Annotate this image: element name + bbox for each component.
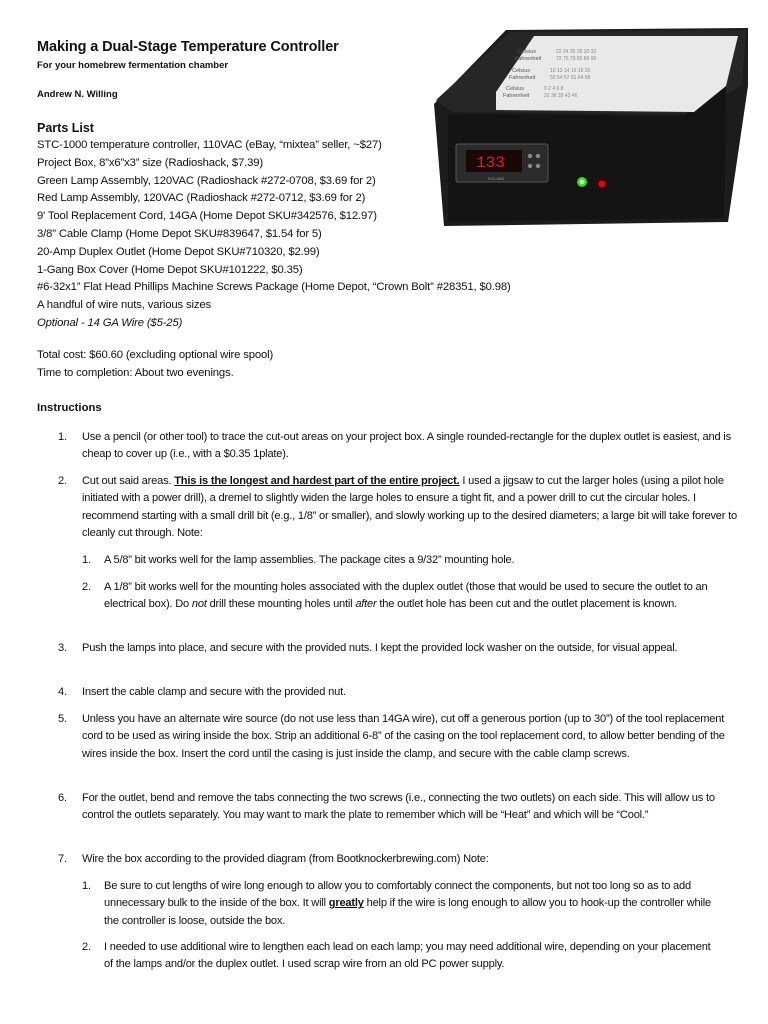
svg-text:72 75 79 82 86 90: 72 75 79 82 86 90 xyxy=(556,56,597,62)
list-item: 3/8” Cable Clamp (Home Depot SKU#839647, $1.54 for 5) xyxy=(37,227,322,240)
step-text-part: the outlet hole has been cut and the outlet placement is known. xyxy=(376,598,678,611)
list-item: A handful of wire nuts, various sizes xyxy=(37,299,212,312)
step-emphasis: not xyxy=(191,598,207,611)
controller-model-label: STC-1000 xyxy=(488,177,504,181)
step-number: 6. xyxy=(58,792,67,804)
step-number: 1. xyxy=(58,431,67,443)
document-subtitle: For your homebrew fermentation chamber xyxy=(37,60,229,71)
step-emphasis: This is the longest and hardest part of the entire project. xyxy=(174,475,460,487)
time-to-completion: Time to completion: About two evenings. xyxy=(37,366,234,379)
step-text-part: Cut out said areas. xyxy=(82,475,175,487)
step-text xyxy=(104,878,721,930)
list-item: Red Lamp Assembly, 120VAC (Radioshack #272-0712, $3.69 for 2) xyxy=(37,192,366,205)
svg-text:22 24 26 28 30 32: 22 24 26 28 30 32 xyxy=(556,49,597,55)
svg-text:50 54 57 61 64 68: 50 54 57 61 64 68 xyxy=(550,75,591,81)
list-item: 20-Amp Duplex Outlet (Home Depot SKU#710320, $2.99) xyxy=(37,245,320,258)
list-item: Project Box, 8”x6”x3” size (Radioshack, $7.39) xyxy=(37,156,264,169)
step-text: Push the lamps into place, and secure with the provided nuts. I kept the provided lock washer on the outside, for visual appeal. xyxy=(82,642,678,654)
list-item: 9' Tool Replacement Cord, 14GA (Home Depot SKU#342576, $12.97) xyxy=(37,210,377,223)
step-text-part: A 1/8” bit works well for the mounting holes associated with the duplex outlet (those that would be used to secure the outlet to an electrical box). Do xyxy=(104,581,708,611)
list-item: 1-Gang Box Cover (Home Depot SKU#101222, $0.35) xyxy=(37,263,303,276)
step-text: Unless you have an alternate wire source (do not use less than 14GA wire), cut off a generous portion (up to 30”) of the tool replacement cord to be used as wiring inside the box. Strip an additional 6-8” of the casing on the tool replacement cord, to allow better bending of the wires inside the box. Insert the cord until the casing is just inside the clamp, and secure with the cable clamp screws. xyxy=(82,713,725,760)
step-text-part: I used a jigsaw to cut the larger holes (using a pilot hole initiated with a power drill), a dremel to slightly widen the large holes to ensure a tight fit, and a power drill to cut the circular holes. I recommend starting with a small drill bit (e.g., 1/8” or smaller), and slowly working up to the desired diameters; a large bit will take forever to cleanly cut through. Note: xyxy=(82,475,737,540)
svg-text:10 12 14 16 18 20: 10 12 14 16 18 20 xyxy=(550,68,591,74)
temperature-chart-label xyxy=(496,36,738,112)
step-number: 1. xyxy=(82,554,91,566)
total-cost: Total cost: $60.60 (excluding optional wire spool) xyxy=(37,349,274,361)
step-text: For the outlet, bend and remove the tabs connecting the two screws (i.e., connecting the two outlets) on each side. This will allow us to control the outlets separately. You may want to mark the plate to remember which will be “Heat” and which will be “Cool.” xyxy=(82,792,715,822)
step-text: Wire the box according to the provided diagram (from Bootknockerbrewing.com) Note: xyxy=(82,853,489,865)
chart-label-fahrenheit-3: Fahrenheit xyxy=(503,93,530,99)
chart-label-celsius-3: Celsius xyxy=(506,86,525,92)
chart-label-celsius-2: Celsius xyxy=(512,68,531,74)
parts-list-heading: Parts List xyxy=(37,121,94,135)
step-text-part: help if the wire is long enough to allow you to hook-up the controller while the controller is loose, outside the box. xyxy=(104,897,711,927)
svg-text:32 36 39 43 46: 32 36 39 43 46 xyxy=(544,93,578,99)
step-emphasis: after xyxy=(355,598,377,611)
svg-text:0 2 4 6 8: 0 2 4 6 8 xyxy=(544,86,564,92)
step-number: 3. xyxy=(58,642,67,654)
document-title: Making a Dual-Stage Temperature Controller xyxy=(37,39,339,55)
list-item: #6-32x1” Flat Head Phillips Machine Screws Package (Home Depot, “Crown Bolt” #28351, $0.98) xyxy=(37,281,511,294)
list-item: STC-1000 temperature controller, 110VAC (eBay, “mixtea” seller, ~$27) xyxy=(37,139,382,151)
step-number: 7. xyxy=(58,853,67,865)
chart-label-fahrenheit-1: Fahrenheit xyxy=(515,56,542,62)
chart-label-celsius-1: Celsius xyxy=(518,49,537,55)
step-number: 5. xyxy=(58,713,67,725)
document-author: Andrew N. Willing xyxy=(37,89,118,100)
step-text xyxy=(104,579,721,614)
step-text: I needed to use additional wire to lengthen each lead on each lamp; you may need additional wire, depending on your placement of the lamps and/or the duplex outlet. I used scrap wire from an old PC power supply. xyxy=(104,941,711,971)
step-text-part: Be sure to cut lengths of wire long enough to allow you to comfortably connect the components, but not too long so as to add unnecessary bulk to the inside of the box. It will xyxy=(104,880,691,910)
step-text xyxy=(82,473,742,543)
step-text: A 5/8” bit works well for the lamp assemblies. The package cites a 9/32” mounting hole. xyxy=(104,554,515,566)
list-item: Green Lamp Assembly, 120VAC (Radioshack #272-0708, $3.69 for 2) xyxy=(37,174,376,187)
step-number: 2. xyxy=(82,941,91,953)
step-text: Use a pencil (or other tool) to trace the cut-out areas on your project box. A single rounded-rectangle for the duplex outlet is easiest, and is cheap to cover up (i.e., with a $0.35 1plate). xyxy=(82,431,731,461)
step-number: 4. xyxy=(58,686,67,698)
step-emphasis: greatly xyxy=(328,897,364,910)
parts-list xyxy=(37,137,637,333)
instructions-heading: Instructions xyxy=(37,402,102,414)
totals-section xyxy=(37,347,273,382)
step-number: 1. xyxy=(82,880,91,892)
step-number: 2. xyxy=(58,475,67,487)
chart-label-fahrenheit-2: Fahrenheit xyxy=(509,75,536,81)
controller-display-value: 133 xyxy=(476,154,505,172)
step-number: 2. xyxy=(82,581,91,593)
optional-item: Optional - 14 GA Wire ($5-25) xyxy=(37,316,183,329)
step-text-part: drill these mounting holes until xyxy=(206,598,356,611)
step-text: Insert the cable clamp and secure with the provided nut. xyxy=(82,686,346,698)
